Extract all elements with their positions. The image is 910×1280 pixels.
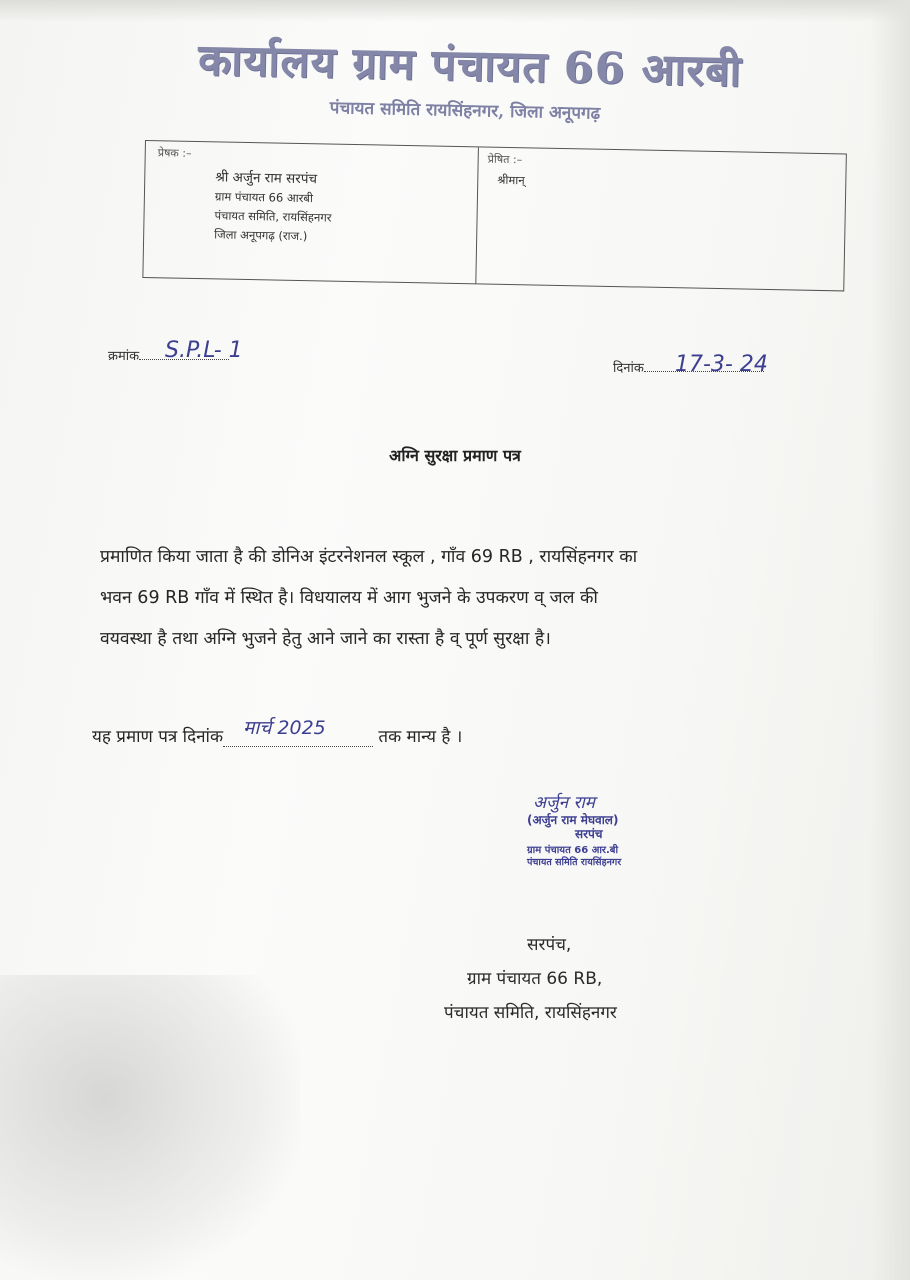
body-line: वयवस्था है तथा अग्नि भुजने हेतु आने जाने का रास्ता है व् पूर्ण सुरक्षा है। (100, 629, 551, 649)
certificate-body (100, 537, 820, 660)
paper-top-shadow (0, 0, 910, 22)
body-line: प्रमाणित किया जाता है की डोनिअ इंटरनेशनल स्कूल , गाँव 69 RB , रायसिंहनगर का (100, 547, 638, 567)
stamp-designation: सरपंच (575, 827, 603, 841)
address-box (142, 140, 847, 291)
shadow-blob (0, 975, 300, 1280)
body-line: भवन 69 RB गाँव में स्थित है। विधयालय में आग भुजने के उपकरण व् जल की (100, 588, 598, 608)
letterhead-subtitle: पंचायत समिति रायसिंहनगर, जिला अनूपगढ़ (329, 98, 601, 124)
signatory-line: ग्राम पंचायत 66 RB, (467, 969, 603, 989)
stamp-name: (अर्जुन राम मेघवाल) (527, 813, 619, 827)
handwritten-signature: अर्जुन राम (533, 793, 595, 813)
receiver-label: प्रेषित :– (487, 152, 523, 167)
validity-fill (223, 717, 373, 747)
sender-line: पंचायत समिति, रायसिंहनगर (214, 208, 332, 225)
stamp-samiti: पंचायत समिति रायसिंहनगर (527, 857, 622, 868)
signatory-line: सरपंच, (527, 935, 572, 955)
paper-right-shadow (870, 0, 910, 1280)
signatory-block (440, 928, 740, 1030)
sender-name: श्री अर्जुन राम सरपंच (215, 169, 318, 188)
letterhead-title: कार्यालय ग्राम पंचायत 66 आरबी (197, 35, 743, 97)
reference-value: S.P.L- 1 (165, 338, 243, 363)
date-value: 17-3- 24 (675, 352, 768, 377)
address-divider (475, 147, 479, 283)
receiver-line: श्रीमान् (497, 172, 525, 188)
sender-block (156, 145, 468, 247)
validity-line (92, 717, 792, 747)
validity-value: मार्च 2025 (243, 717, 326, 739)
sender-label: प्रेषक :– (157, 146, 192, 160)
receiver-block (487, 152, 828, 195)
sender-line: जिला अनूपगढ़ (राज.) (214, 227, 308, 244)
validity-prefix: यह प्रमाण पत्र दिनांक (92, 727, 223, 747)
validity-suffix: तक मान्य है । (378, 727, 463, 747)
sarpanch-stamp (515, 790, 695, 868)
certificate-title: अग्नि सुरक्षा प्रमाण पत्र (389, 446, 521, 465)
stamp-panchayat: ग्राम पंचायत 66 आर.बी (527, 845, 619, 856)
sender-line: ग्राम पंचायत 66 आरबी (214, 189, 314, 206)
signatory-line: पंचायत समिति, रायसिंहनगर (444, 1003, 617, 1023)
reference-label: क्रमांक (108, 349, 140, 364)
date-label: दिनांक (613, 361, 644, 376)
